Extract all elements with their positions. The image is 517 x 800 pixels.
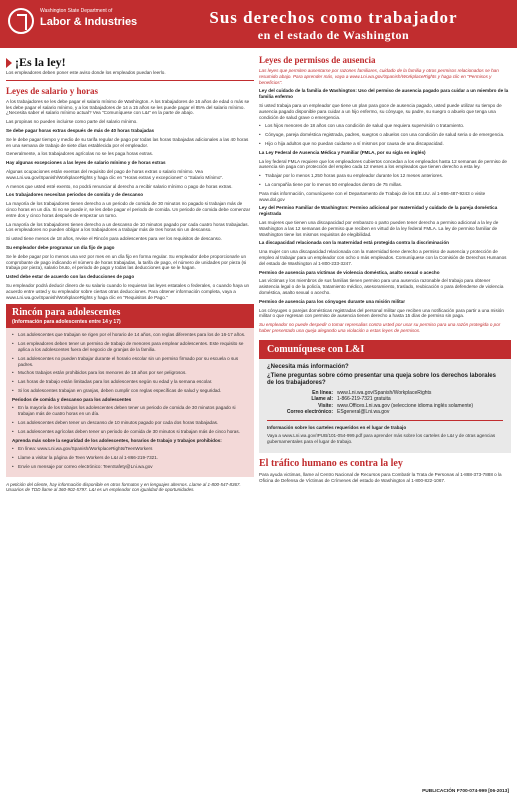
fmla-item: • La compañía tiene por lo menos 50 empleados dentro de 75 millas. bbox=[259, 182, 511, 188]
descanso-paragraph: La mayoría de los trabajadores tienen derecho a un descanso de 10 minutos pagado por cada cuatro horas trabajadas. Los empleadores no pueden obligar a los trabajadores a trabajar más de tres horas sin un descanso. bbox=[6, 221, 249, 233]
ley-text: Los empleadores deben poner este aviso donde los empleados puedan leerlo. bbox=[6, 70, 166, 75]
contact-box bbox=[259, 359, 511, 453]
contact-email-link[interactable]: ESgeneral@Lni.wa.gov bbox=[337, 409, 390, 416]
carteles-subheading: Información sobre los carteles requeridos en el lugar de trabajo bbox=[267, 424, 407, 430]
left-column bbox=[6, 55, 254, 790]
cuidado-item: • Hijo o hija adultos que no puedan cuidarse a sí mismos por causa de una discapacidad. bbox=[259, 141, 511, 147]
deducciones-subheading: Usted debe estar de acuerdo con las deducciones de pago bbox=[6, 274, 135, 280]
salario-heading: Leyes de salario y horas bbox=[6, 85, 98, 96]
publication-code: PUBLICACIÓN F700-074-999 [06-2013] bbox=[422, 789, 509, 794]
ley-heading bbox=[6, 55, 254, 70]
trafico-paragraph: Para ayuda victimas, llame al Centro Nacional de Recursos para Combatir la Trata de Personas al 1-888-373-7888 o la Oficina de Defensa de Víctimas de Crímenes del estado de Washington al 1-800-822-1067. bbox=[259, 472, 502, 483]
rincon-item: • Los adolescentes no pueden trabajar durante el horario escolar sin un permiso firmado por su escuela o sus padres. bbox=[12, 356, 248, 368]
rincon-subtitle: (Información para adolescentes entre 14 y 17) bbox=[12, 319, 121, 326]
contact-phone: 1-866-219-7321 gratuita bbox=[337, 396, 391, 403]
militar-subheading: Permiso de ausencia para los cónyuges durante una misión militar bbox=[259, 298, 406, 304]
menores-descanso-paragraph: Si usted tiene menos de 18 años, revise el Rincón para adolescentes para ver los requisitos de descanso. bbox=[6, 236, 222, 242]
periodos-item: • En la mayoría de los trabajos los adolescentes deben tener un periodo de comida de 30 minutos pagado si trabajan más de cuatro horas en un día. bbox=[12, 405, 248, 417]
carteles-paragraph: Vaya a www.Lni.wa.gov/IPUB/101-054-999.pdf para aprender más sobre los carteles de L&I y de otras agencias gubernamentales para el lugar de trabajo. bbox=[267, 433, 496, 445]
comuniquese-banner: Comuníquese con L&I bbox=[259, 340, 511, 359]
victimas-subheading: Permiso de ausencia para víctimas de violencia doméstica, asalto sexual o acecho bbox=[259, 269, 440, 275]
discapacidad-subheading: La discapacidad relacionada con la maternidad está protegida contra la discriminación bbox=[259, 240, 449, 246]
salario-paragraph: A los trabajadores se les debe pagar el salario mínimo de Washington. A los trabajadores de 16 años de edad o más se les debe pagar el salario mínimo, y a los trabajadores de 14 a 15 años se les puede pagar el 85% del salario mínimo. ¿Necesita saber el salario mínimo actual? Vea "Comuníquese con L&I" en la parte de abajo. bbox=[6, 98, 250, 116]
comida-paragraph: La mayoría de los trabajadores tienen derecho a un periodo de comida de 30 minutos no pagado si trabajan más de cinco horas en un día. Si no se puede ir, se les debe pagar el periodo de comida. Un periodo de comida debe comenzar entre dos y cinco horas después de empezar un turno. bbox=[6, 201, 251, 218]
rincon-item: • Los empleadores deben tener un permiso de trabajo de menores para emplear adolescentes. Este requisito se aplica a los adolescentes fuera del negocio de granjas de la familia. bbox=[12, 341, 248, 353]
cuidado-subheading: Ley del cuidado de la familia de Washington: Uso del permiso de ausencia pagado para cuidar a un miembro de la familia enfermo bbox=[259, 88, 509, 100]
contact-label: Correo electrónico: bbox=[286, 409, 333, 416]
logo-agency-name: Labor & Industries bbox=[40, 16, 138, 28]
contact-online-link[interactable]: www.Lni.wa.gov/Spanish/WorkplaceRights bbox=[337, 389, 432, 396]
excepciones-subheading: Hay algunas excepciones a las leyes de salario mínimo y de horas extras bbox=[6, 160, 166, 166]
victimas-paragraph: Las víctimas y los miembros de sus familias tienen permiso para una ausencia razonable del trabajo para obtener asistencia legal o de la policía, tratamiento médico, asesoramiento, traslado, reubicación o para defenderse de violencia doméstica, asalto sexual o acecho. bbox=[259, 278, 504, 295]
rincon-item: • Muchos trabajos están prohibidos para los menores de 18 años por ser peligrosos. bbox=[12, 370, 248, 376]
logo-agency-line: Washington State Department of bbox=[40, 8, 113, 14]
renuncia-paragraph: A menos que usted esté exento, no podrá renunciar al derecho a recibir salario mínimo o pago de horas extras. bbox=[6, 183, 233, 189]
aprenda-phone: • Llame a visitar la página de Teen Workers de L&I al 1-866-219-7321. bbox=[12, 455, 248, 461]
cuidado-item: • Cónyuge, pareja doméstica registrada, padres, suegros o abuelos con una condición de salud seria o de emergencia. bbox=[259, 132, 511, 138]
ausencia-intro: Las leyes que permiten ausentarse por razones familiares, cuidado de la familia y otros permisos relacionados se han resumido abajo. Para aprender más, vaya a www.Lni.wa.gov/Spanish/WorkplaceRights y haga clic en "Permisos y beneficios". bbox=[259, 68, 499, 85]
arrow-icon bbox=[6, 58, 12, 68]
fmla-item: • Trabajar por lo menos 1,250 horas para su empleador durante los 12 meses anteriores. bbox=[259, 173, 511, 179]
periodos-subheading: Periodos de comida y descanso para los adolescentes bbox=[12, 396, 132, 402]
horas-subheading: Se debe pagar horas extras después de más de 40 horas trabajadas bbox=[6, 127, 155, 133]
rincon-title: Rincón para adolescentes bbox=[12, 307, 121, 319]
maternidad-subheading: Ley del Permiso Familiar de Washington: Permiso adicional por maternidad y cuidado de la pareja doméstica registrada bbox=[259, 205, 498, 217]
rincon-item: • Si los adolescentes trabajan en granjas, deben cumplir con reglas específicas de salud y seguridad. bbox=[12, 388, 248, 394]
rincon-item: • Las horas de trabajo están limitadas para los adolescentes según su edad y la semana escolar. bbox=[12, 379, 248, 385]
represalia-note: Su empleador no puede despedir o tomar represalias contra usted por usar su permiso para una razón protegida o por haber presentado una queja alegando una violación a estas leyes de permisos. bbox=[259, 322, 501, 333]
rincon-item: • Los adolescentes que trabajan se rigen por el horario de 14 años, con reglas diferentes para los de 16-17 años. bbox=[12, 332, 248, 338]
aprenda-heading: Aprenda más sobre la seguridad de los adolescentes, horarios de trabajo y trabajos prohibidos: bbox=[12, 437, 222, 443]
rincon-banner bbox=[6, 304, 254, 328]
rincon-box bbox=[6, 328, 254, 477]
divider bbox=[267, 420, 503, 421]
contact-email-row bbox=[267, 409, 503, 416]
li-logo-icon bbox=[8, 8, 34, 34]
deducciones-paragraph: Su empleador podrá deducir dinero de su salario cuando lo requieran las leyes estatales o federales, o cuando haya un acuerdo entre usted y su empleador sobre ciertas otras deducciones. Para obtener información completa, vaya a www.Lni.wa.gov/Spanish/WorkplaceRights y haga clic en "Requisitos de Pago." bbox=[6, 282, 250, 300]
pago-paragraph: Se le debe pagar por lo menos una vez por mes en un día fijo en forma regular. Su empleador debe proporcionarle un comprobante de pago indicando el número de horas trabajadas, la tarifa de pago, el número de unidades por pieza (si trabaja por pieza), salario bruto, el periodo de pago y todas las deducciones que se le hagan. bbox=[6, 253, 247, 271]
fmla-subheading: La Ley Federal de Ausencia Médica y Familiar (FMLA, por su sigla en inglés) bbox=[259, 149, 426, 155]
right-column bbox=[259, 55, 511, 790]
pago-subheading: Su empleador debe programar un día fijo de pago bbox=[6, 244, 115, 250]
fmla-info: Para más información, comuníquese con el Departamento de Trabajo de los EE.UU. al 1-866-487-9243 o visite www.dol.gov bbox=[259, 190, 486, 202]
agricolas-paragraph: Generalmente, a los trabajadores agrícolas no se les paga horas extras. bbox=[6, 151, 154, 157]
contact-label: Llame al: bbox=[311, 396, 333, 403]
contact-visit-link[interactable]: www.Offices.Lni.wa.gov (seleccione idioma inglés solamente) bbox=[337, 402, 474, 409]
necesita-heading: ¿Necesita más información? bbox=[267, 363, 349, 370]
cuidado-paragraph: Si usted trabaja para un empleador que tiene un plan para goce de ausencia pagado, usted puede utilizar su tiempo de ausencia pagado disponible para cuidar a un hijo enfermo, su cónyuge, su padre, su suegro o abuelo que tenga una condición de salud grave o emergencia. bbox=[259, 102, 502, 120]
militar-paragraph: Los cónyuges o parejas domésticas registradas del personal militar que reciben una notificación para partir a una misión militar o que regresan con permiso de ausencia tienen derecho a hasta 15 días de permiso sin paga. bbox=[259, 307, 504, 319]
header-banner bbox=[0, 0, 517, 48]
periodos-item: • Los adolescentes deben tener un descanso de 10 minutos pagado por cada dos horas trabajadas. bbox=[12, 420, 248, 426]
cuidado-item: • Los hijos menores de 18 años con una condición de salud que requiera supervisión o tratamiento. bbox=[259, 123, 511, 129]
propinas-paragraph: Las propinas no pueden incluirse como parte del salario mínimo. bbox=[6, 119, 138, 125]
page-subtitle: en el estado de Washington bbox=[257, 28, 410, 42]
fmla-paragraph: La ley federal FMLA requiere que los empleadores cubiertos concedan a los empleados hasta 12 semanas de permiso de ausencia sin paga con protección del empleo cada 12 meses a los empleados que tienen derecho a esta ley. bbox=[259, 158, 507, 170]
trafico-heading: El tráfico humano es contra la ley bbox=[259, 458, 403, 470]
maternidad-paragraph: Las mujeres que tienen una discapacidad por embarazo o parto pueden tener derecho a permiso adicional a la ley de Washington a las 12 semanas de permiso que reciben en virtud de la ley federal FMLA. La ley de permiso familiar de Washington tiene los mismos requisitos de elegibilidad. bbox=[259, 219, 499, 237]
divider bbox=[6, 80, 254, 81]
aprenda-online-link[interactable]: • En línea: www.Lni.wa.gov/Spanish/WorkplaceRights/TeenWorkers bbox=[12, 446, 248, 452]
periodos-item: • Los adolescentes agrícolas deben tener un periodo de comida de 30 minutos si trabajan más de cinco horas. bbox=[12, 429, 248, 435]
comida-subheading: Los trabajadores necesitan periodos de comida y de descanso bbox=[6, 192, 144, 198]
contact-label: En línea: bbox=[312, 389, 333, 396]
discapacidad-paragraph: Una mujer con una discapacidad relacionada con la maternidad tiene derecho a permiso de ausencia y protección de empleo al trabajar para un empleador con ocho o más empleados. Comuníquese con la Comisión de Derechos Humanos del estado de Washington al 1-800-233-3247. bbox=[259, 249, 507, 266]
li-logo bbox=[8, 6, 138, 38]
accessibility-note: A petición del cliente, hay información disponible en otros formatos y en lenguajes alternos. Llame al 1-800-547-8367. Usuarios de TDD llame al 360-902-5797. L&I es un empleador con igualdad de oportunidades. bbox=[6, 481, 241, 493]
ausencia-heading: Leyes de permisos de ausencia bbox=[259, 55, 376, 65]
horas-paragraph: Se le debe pagar tiempo y medio de su tarifa regular de pago por todas las horas trabajadas adicionales a las 40 horas en una semana de trabajo de siete días establecida por el empleador. bbox=[6, 136, 249, 148]
aprenda-email-link[interactable]: • Envíe un mensaje por correo electrónico: TeenSafety@Lni.wa.gov bbox=[12, 464, 248, 470]
ley-title: ¡Es la ley! bbox=[15, 55, 66, 69]
page-title: Sus derechos como trabajador bbox=[209, 8, 458, 27]
excepciones-paragraph: Algunas ocupaciones están exentas del requisito del pago de horas extras o salario mínimo. Vea www.Lni.wa.gov/Spanish/WorkplaceRights y haga clic en "Horas extras y excepciones" o "Salario Mínimo". bbox=[6, 168, 224, 180]
queja-heading: ¿Tiene preguntas sobre cómo presentar una queja sobre los derechos laborales de los trabajadores? bbox=[267, 372, 496, 386]
contact-label: Visite: bbox=[318, 402, 333, 409]
